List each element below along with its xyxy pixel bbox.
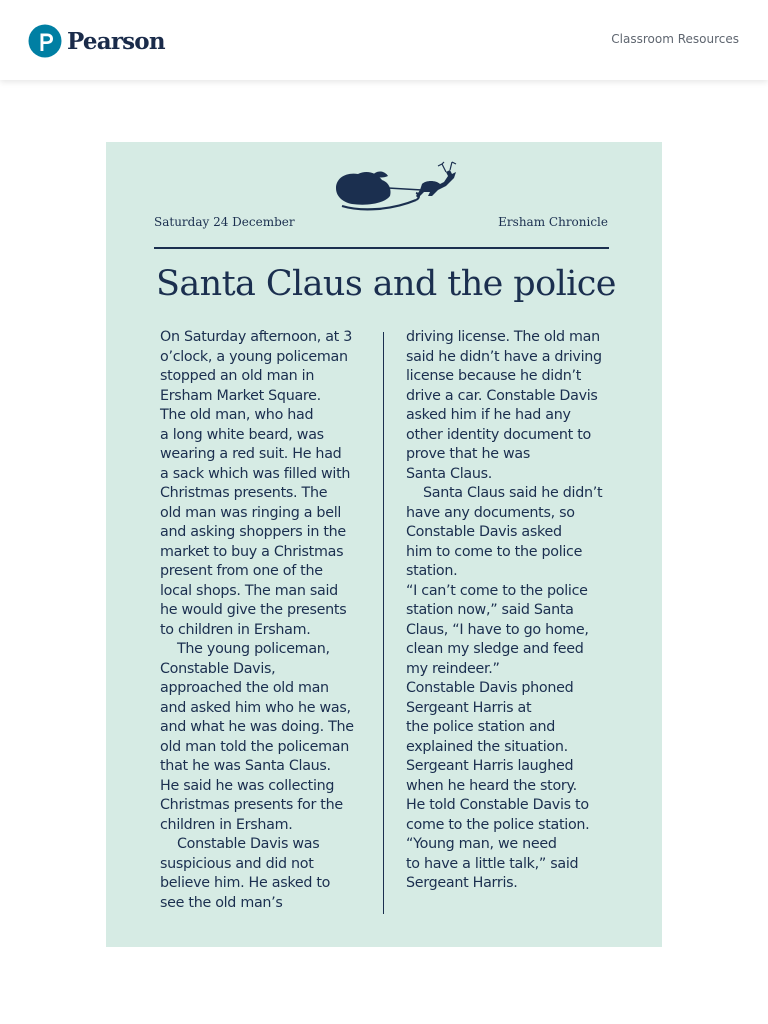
article-line: Claus, “I have to go home,	[406, 621, 589, 638]
brand-name: Pearson	[67, 27, 165, 55]
article-line: he would give the presents	[160, 602, 347, 618]
article-line: and asked him who he was,	[160, 699, 351, 716]
article-line: old man was ringing a bell	[160, 504, 342, 521]
article-line: Christmas presents. The	[160, 485, 328, 501]
article-line: suspicious and did not	[160, 855, 314, 872]
article-line: a long white beard, was	[160, 426, 324, 443]
article-line: come to the police station.	[406, 816, 590, 833]
article-line: driving license. The old man	[406, 329, 600, 345]
article-line: Constable Davis phoned	[406, 680, 574, 696]
article-line: He said he was collecting	[160, 777, 335, 794]
article-line: The old man, who had	[160, 407, 314, 423]
site-header	[0, 0, 768, 80]
article-line: see the old man’s	[160, 894, 283, 911]
article-line: said he didn’t have a driving	[406, 348, 602, 365]
article-line: o’clock, a young policeman	[160, 348, 348, 365]
classroom-resources-link[interactable]: Classroom Resources	[611, 32, 739, 46]
article-line: “Young man, we need	[406, 836, 557, 852]
article-line: Constable Davis asked	[406, 524, 562, 540]
article-line: The young policeman,	[160, 641, 330, 657]
article-line: to children in Ersham.	[160, 621, 311, 638]
article-line: approached the old man	[160, 680, 329, 696]
article-line: believe him. He asked to	[160, 875, 331, 891]
article-line: “I can’t come to the police	[406, 582, 588, 599]
article-line: Sergeant Harris.	[406, 875, 518, 891]
article-line: that he was Santa Claus.	[160, 758, 331, 774]
article-line: station.	[406, 563, 458, 579]
article-line: asked him if he had any	[406, 407, 571, 423]
article-line: the police station and	[406, 719, 556, 735]
article-line: Santa Claus said he didn’t	[406, 485, 603, 501]
article-line: old man told the policeman	[160, 738, 349, 755]
pearson-logo[interactable]	[28, 22, 165, 60]
article-line: and asking shoppers in the	[160, 524, 346, 540]
article-line: Constable Davis,	[160, 660, 276, 677]
article-line: Sergeant Harris laughed	[406, 758, 574, 774]
article-line: a sack which was filled with	[160, 465, 351, 482]
column-divider	[383, 332, 384, 914]
article-line: On Saturday afternoon, at 3	[160, 329, 353, 345]
article-line: explained the situation.	[406, 738, 568, 755]
article-column-right	[406, 328, 616, 894]
pearson-logo-icon	[28, 24, 62, 58]
newspaper-name: Ersham Chronicle	[498, 215, 608, 229]
article-line: Christmas presents for the	[160, 797, 343, 813]
article-line: and what he was doing. The	[160, 719, 354, 735]
article-line: children in Ersham.	[160, 816, 293, 833]
article-line: Sergeant Harris at	[406, 699, 532, 716]
article-line: my reindeer.”	[406, 660, 500, 677]
article-line: when he heard the story.	[406, 777, 577, 794]
article-line: drive a car. Constable Davis	[406, 387, 598, 404]
article-line: market to buy a Christmas	[160, 543, 344, 560]
article-line: clean my sledge and feed	[406, 641, 584, 657]
issue-date: Saturday 24 December	[154, 215, 295, 229]
article-line: prove that he was	[406, 446, 530, 462]
article-line: station now,” said Santa	[406, 602, 574, 618]
article-line: him to come to the police	[406, 543, 583, 560]
article-line: other identity document to	[406, 426, 591, 443]
article-line: Constable Davis was	[160, 836, 320, 852]
article-headline: Santa Claus and the police	[156, 264, 616, 304]
article-line: to have a little talk,” said	[406, 855, 579, 872]
article-line: have any documents, so	[406, 504, 575, 521]
article-line: license because he didn’t	[406, 368, 582, 384]
masthead-rule	[154, 247, 609, 249]
article-line: local shops. The man said	[160, 582, 338, 599]
article-line: Santa Claus.	[406, 465, 492, 482]
article-column-left	[160, 328, 370, 913]
article-line: He told Constable Davis to	[406, 797, 589, 813]
newspaper-page	[106, 142, 662, 947]
article-line: Ersham Market Square.	[160, 387, 321, 404]
article-line: wearing a red suit. He had	[160, 446, 342, 462]
article-line: present from one of the	[160, 563, 323, 579]
article-line: stopped an old man in	[160, 368, 315, 384]
santa-sleigh-icon	[332, 160, 458, 220]
